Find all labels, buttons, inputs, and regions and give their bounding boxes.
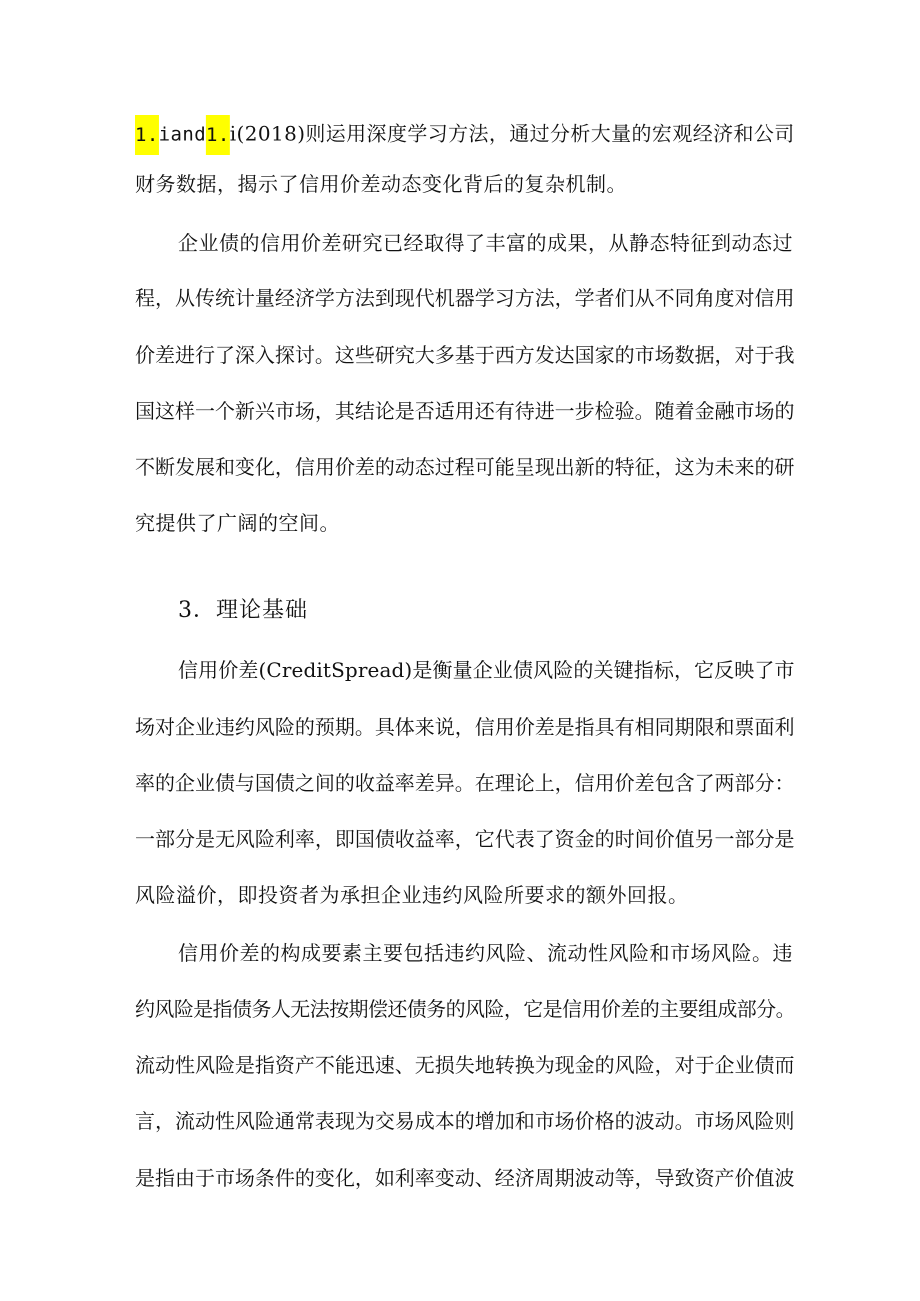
paragraph-2-line-5: 不断发展和变化，信用价差的动态过程可能呈现出新的特征，这为未来的研 bbox=[135, 455, 795, 479]
paragraph-2-line-1: 企业债的信用价差研究已经取得了丰富的成果，从静态特征到动态过 bbox=[178, 231, 793, 255]
paragraph-3-line-3: 率的企业债与国债之间的收益率差异。在理论上，信用价差包含了两部分： bbox=[135, 771, 795, 795]
paragraph-2-line-2: 程，从传统计量经济学方法到现代机器学习方法，学者们从不同角度对信用 bbox=[135, 286, 795, 310]
paragraph-3-line-4: 一部分是无风险利率，即国债收益率，它代表了资金的时间价值另一部分是 bbox=[135, 827, 795, 851]
highlighted-text: 1. bbox=[135, 115, 159, 155]
text-span: i(2018)则运用深度学习方法，通过分析大量的宏观经济和公司 bbox=[229, 121, 795, 146]
paragraph-4-line-5: 是指由于市场条件的变化，如利率变动、经济周期波动等，导致资产价值波 bbox=[135, 1166, 795, 1190]
paragraph-4-line-1: 信用价差的构成要素主要包括违约风险、流动性风险和市场风险。违 bbox=[178, 941, 793, 965]
text-span: iand bbox=[158, 123, 207, 146]
paragraph-4-line-3: 流动性风险是指资产不能迅速、无损失地转换为现金的风险，对于企业债而 bbox=[135, 1053, 795, 1077]
paragraph-4-line-4: 言，流动性风险通常表现为交易成本的增加和市场价格的波动。市场风险则 bbox=[135, 1109, 795, 1133]
paragraph-4-line-2: 约风险是指债务人无法按期偿还债务的风险，它是信用价差的主要组成部分。 bbox=[135, 997, 795, 1021]
paragraph-3-line-2: 场对企业违约风险的预期。具体来说，信用价差是指具有相同期限和票面利 bbox=[135, 715, 795, 739]
paragraph-2-line-6: 究提供了广阔的空间。 bbox=[135, 511, 340, 535]
section-heading: 3．理论基础 bbox=[178, 598, 308, 623]
highlighted-text: 1. bbox=[206, 115, 230, 155]
paragraph-2-line-4: 国这样一个新兴市场，其结论是否适用还有待进一步检验。随着金融市场的 bbox=[135, 399, 795, 423]
paragraph-1-line-1 bbox=[135, 115, 795, 155]
paragraph-1-line-2: 财务数据，揭示了信用价差动态变化背后的复杂机制。 bbox=[135, 172, 627, 196]
paragraph-3-line-1: 信用价差(CreditSpread)是衡量企业债风险的关键指标，它反映了市 bbox=[178, 658, 795, 682]
paragraph-3-line-5: 风险溢价，即投资者为承担企业违约风险所要求的额外回报。 bbox=[135, 883, 689, 907]
paragraph-2-line-3: 价差进行了深入探讨。这些研究大多基于西方发达国家的市场数据，对于我 bbox=[135, 343, 795, 367]
